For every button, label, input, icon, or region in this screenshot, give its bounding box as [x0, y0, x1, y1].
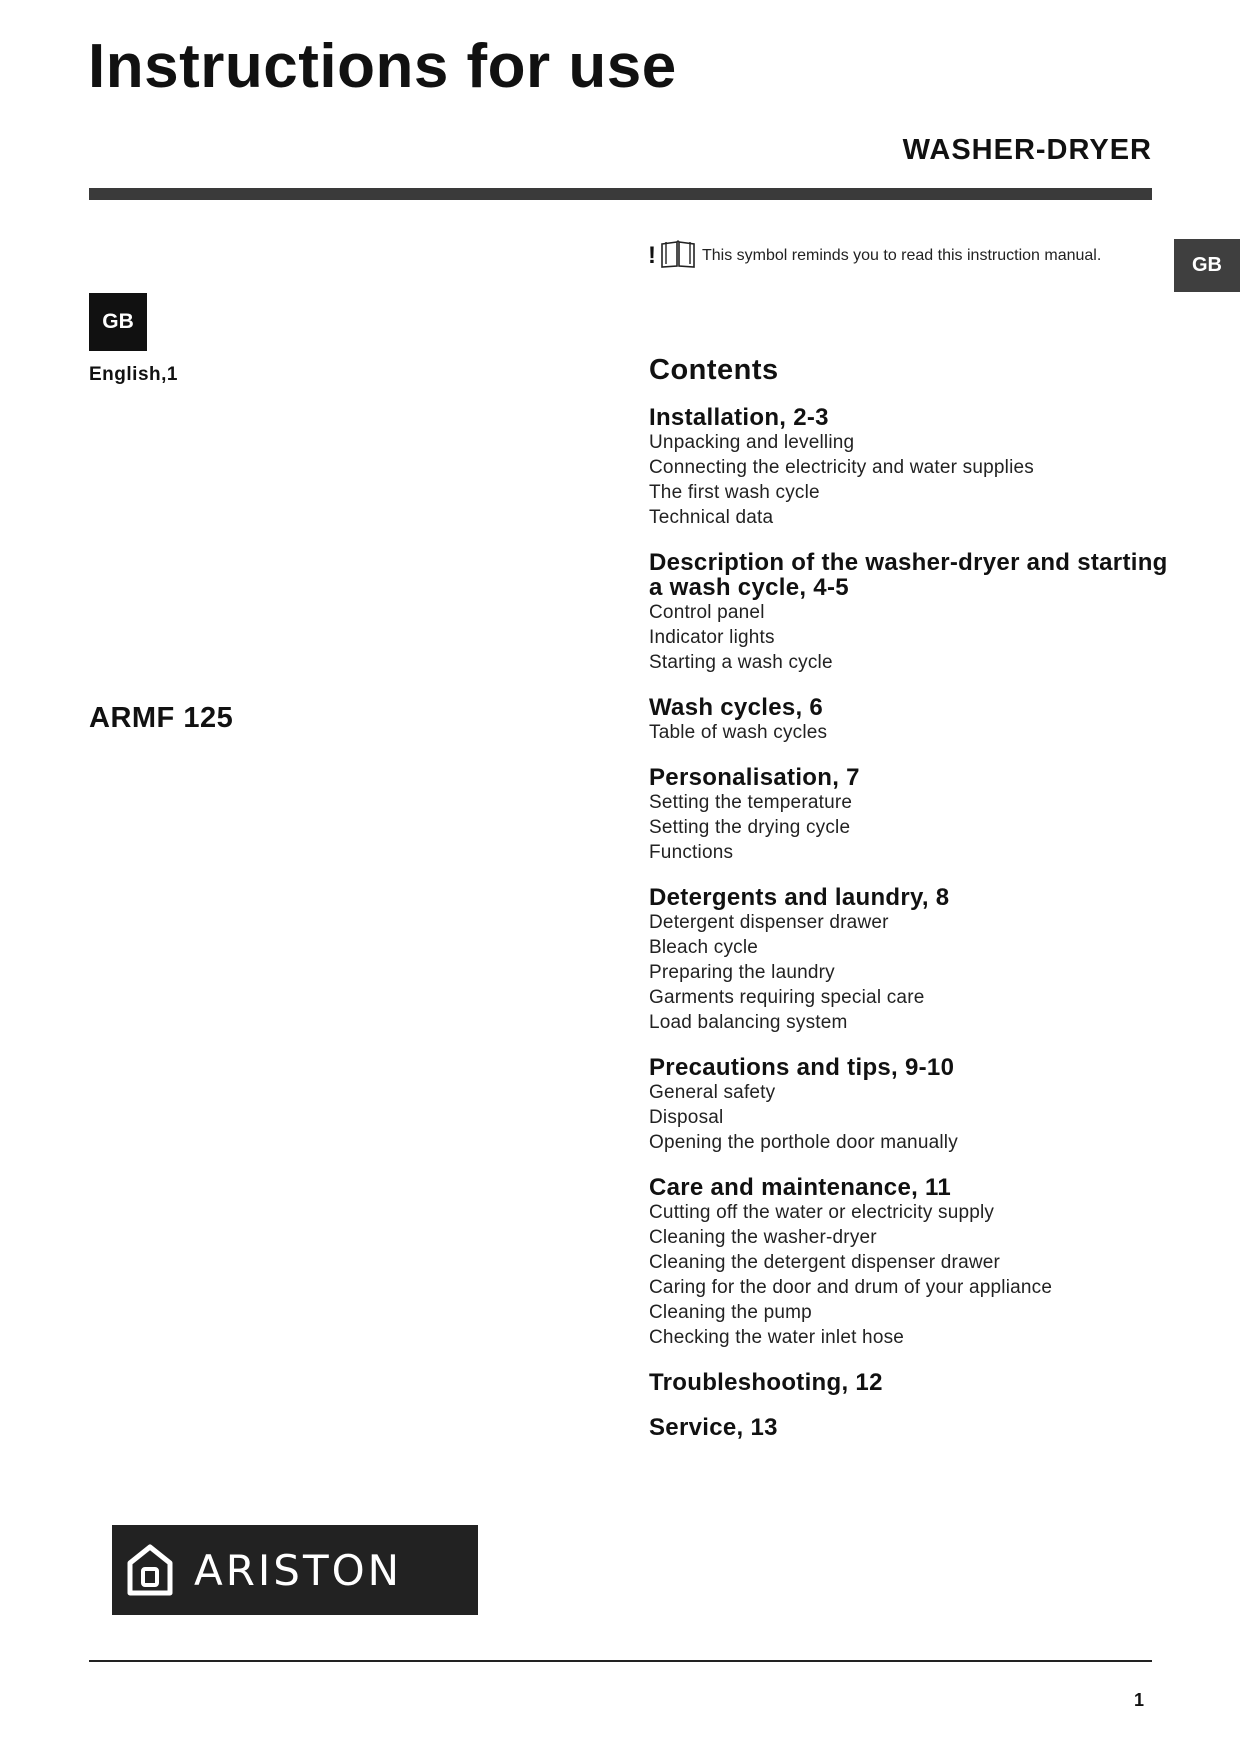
contents-section: [649, 1175, 1169, 1350]
notice-text: This symbol reminds you to read this instruction manual.: [702, 247, 1102, 264]
section-item: Cutting off the water or electricity supply: [649, 1202, 995, 1223]
brand-name: ARISTON: [194, 1545, 403, 1595]
language-side-tab: GB: [1174, 239, 1240, 292]
house-logo-icon: [126, 1543, 174, 1597]
section-title: Description of the washer-dryer and starting a wash cycle, 4-5: [649, 549, 1168, 601]
section-item: Indicator lights: [649, 627, 775, 648]
ariston-logo: [112, 1525, 478, 1615]
section-item: General safety: [649, 1082, 776, 1103]
language-badge: GB: [89, 293, 147, 351]
product-type: WASHER-DRYER: [902, 134, 1152, 166]
contents-section: [649, 885, 1169, 1035]
table-of-contents: [649, 353, 1169, 1460]
section-item: Control panel: [649, 602, 765, 623]
contents-section: [649, 550, 1169, 675]
read-manual-notice: [648, 240, 1101, 272]
page-title: Instructions for use: [88, 32, 677, 101]
section-title: Care and maintenance, 11: [649, 1174, 951, 1201]
section-item: Setting the temperature: [649, 792, 853, 813]
section-item: Starting a wash cycle: [649, 652, 833, 673]
section-item: Table of wash cycles: [649, 722, 828, 743]
exclamation-mark: !: [648, 242, 656, 269]
section-item: Technical data: [649, 507, 774, 528]
section-item: Disposal: [649, 1107, 724, 1128]
section-item: Opening the porthole door manually: [649, 1132, 958, 1153]
section-title: Troubleshooting, 12: [649, 1369, 883, 1396]
contents-sections: [649, 405, 1169, 1440]
section-title: Wash cycles, 6: [649, 694, 824, 721]
section-item: Preparing the laundry: [649, 962, 835, 983]
section-item: Cleaning the washer-dryer: [649, 1227, 877, 1248]
footer-divider: [89, 1660, 1152, 1662]
contents-section: [649, 1415, 1169, 1440]
section-title: Installation, 2-3: [649, 404, 829, 431]
header-divider: [89, 188, 1152, 200]
contents-section: [649, 1370, 1169, 1395]
contents-section: [649, 765, 1169, 865]
model-number: ARMF 125: [89, 702, 234, 734]
section-item: Setting the drying cycle: [649, 817, 851, 838]
section-item: Bleach cycle: [649, 937, 759, 958]
section-title: Personalisation, 7: [649, 764, 860, 791]
section-item: Connecting the electricity and water supplies: [649, 457, 1034, 478]
section-title: Detergents and laundry, 8: [649, 884, 950, 911]
read-manual-icon: [660, 239, 696, 274]
section-item: Functions: [649, 842, 734, 863]
section-title: Precautions and tips, 9-10: [649, 1054, 955, 1081]
section-item: Detergent dispenser drawer: [649, 912, 889, 933]
contents-section: [649, 695, 1169, 745]
section-item: Checking the water inlet hose: [649, 1327, 905, 1348]
contents-section: [649, 1055, 1169, 1155]
language-label: English,1: [89, 364, 178, 385]
section-item: Garments requiring special care: [649, 987, 925, 1008]
page-number: 1: [1134, 1690, 1145, 1710]
section-item: Unpacking and levelling: [649, 432, 855, 453]
contents-heading: Contents: [649, 354, 779, 386]
section-item: Load balancing system: [649, 1012, 848, 1033]
section-item: Cleaning the detergent dispenser drawer: [649, 1252, 1001, 1273]
section-item: Caring for the door and drum of your appliance: [649, 1277, 1053, 1298]
contents-section: [649, 405, 1169, 530]
section-title: Service, 13: [649, 1414, 778, 1441]
section-item: Cleaning the pump: [649, 1302, 812, 1323]
section-item: The first wash cycle: [649, 482, 820, 503]
